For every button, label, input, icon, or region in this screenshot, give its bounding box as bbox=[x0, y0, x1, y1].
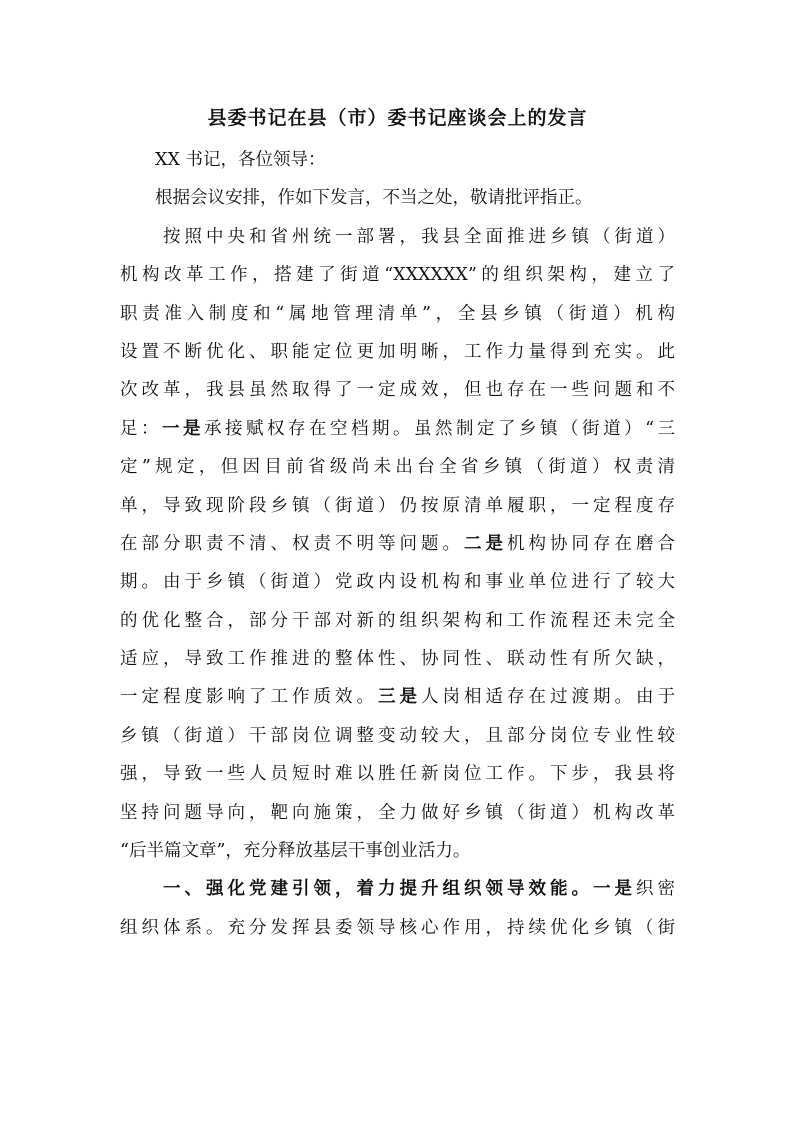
text-line bbox=[120, 794, 675, 832]
document-body bbox=[120, 141, 675, 947]
text-run: 人岗相适存在过渡期。由于 bbox=[421, 687, 675, 708]
text-line bbox=[120, 602, 675, 640]
text-run: 一定程度影响了工作质效。 bbox=[120, 687, 378, 708]
text-line bbox=[120, 563, 675, 601]
bold-text-run: 一是 bbox=[593, 879, 636, 900]
text-run: 乡镇（街道）干部岗位调整变动较大，且部分岗位专业性较 bbox=[120, 725, 675, 746]
text-run: 次改革，我县虽然取得了一定成效，但也存在一些问题和不 bbox=[120, 380, 675, 401]
text-run: 适应，导致工作推进的整体性、协同性、联动性有所欠缺， bbox=[120, 649, 675, 670]
text-line bbox=[120, 909, 675, 947]
text-line bbox=[120, 256, 675, 294]
text-run: 单，导致现阶段乡镇（街道）仍按原清单履职，一定程度存 bbox=[120, 495, 675, 516]
text-line bbox=[120, 218, 675, 256]
text-line bbox=[120, 295, 675, 333]
text-line bbox=[120, 410, 675, 448]
text-line bbox=[120, 448, 675, 486]
text-line bbox=[120, 333, 675, 371]
text-run: 组织体系。充分发挥县委领导核心作用，持续优化乡镇（街 bbox=[120, 917, 675, 938]
bold-text-run: 一、强化党建引领，着力提升组织领导效能。 bbox=[120, 879, 593, 900]
text-run: “后半篇文章”，充分释放基层干事创业活力。 bbox=[120, 841, 471, 862]
text-line bbox=[120, 678, 675, 716]
text-run: 强，导致一些人员短时难以胜任新岗位工作。下步，我县将 bbox=[120, 764, 675, 785]
text-run: 机构协同存在磨合 bbox=[507, 533, 675, 554]
text-line bbox=[120, 525, 675, 563]
text-line bbox=[120, 717, 675, 755]
text-run: 织密 bbox=[636, 879, 675, 900]
bold-text-run: 二是 bbox=[464, 533, 507, 554]
text-line bbox=[120, 870, 675, 908]
bold-text-run: 一是 bbox=[162, 418, 205, 439]
text-run: 的优化整合，部分干部对新的组织架构和工作流程还未完全 bbox=[120, 610, 675, 631]
text-line bbox=[120, 487, 675, 525]
text-line bbox=[120, 141, 675, 179]
text-line bbox=[120, 371, 675, 409]
text-run: 足： bbox=[120, 418, 163, 439]
text-run: 在部分职责不清、权责不明等问题。 bbox=[120, 533, 464, 554]
text-run: 期。由于乡镇（街道）党政内设机构和事业单位进行了较大 bbox=[120, 572, 675, 593]
text-run: 承接赋权存在空档期。虽然制定了乡镇（街道）“三 bbox=[204, 418, 676, 439]
text-run: 坚持问题导向，靶向施策，全力做好乡镇（街道）机构改革 bbox=[120, 802, 675, 823]
text-run: 按照中央和省州统一部署，我县全面推进乡镇（街道） bbox=[120, 226, 675, 247]
text-run: 机构改革工作，搭建了街道“XXXXXX”的组织架构，建立了 bbox=[120, 265, 675, 286]
text-line bbox=[120, 179, 675, 217]
document-title: 县委书记在县（市）委书记座谈会上的发言 bbox=[207, 107, 588, 129]
text-run: 设置不断优化、职能定位更加明晰，工作力量得到充实。此 bbox=[120, 341, 675, 362]
text-run: 定”规定，但因目前省级尚未出台全省乡镇（街道）权责清 bbox=[120, 457, 675, 478]
text-run: 根据会议安排，作如下发言，不当之处，敬请批评指正。 bbox=[120, 188, 593, 209]
text-run: 职责准入制度和“属地管理清单”，全县乡镇（街道）机构 bbox=[120, 303, 675, 324]
text-run: XX 书记，各位领导： bbox=[120, 150, 326, 170]
bold-text-run: 三是 bbox=[378, 687, 421, 708]
text-line bbox=[120, 640, 675, 678]
text-line bbox=[120, 755, 675, 793]
text-line bbox=[120, 832, 675, 870]
